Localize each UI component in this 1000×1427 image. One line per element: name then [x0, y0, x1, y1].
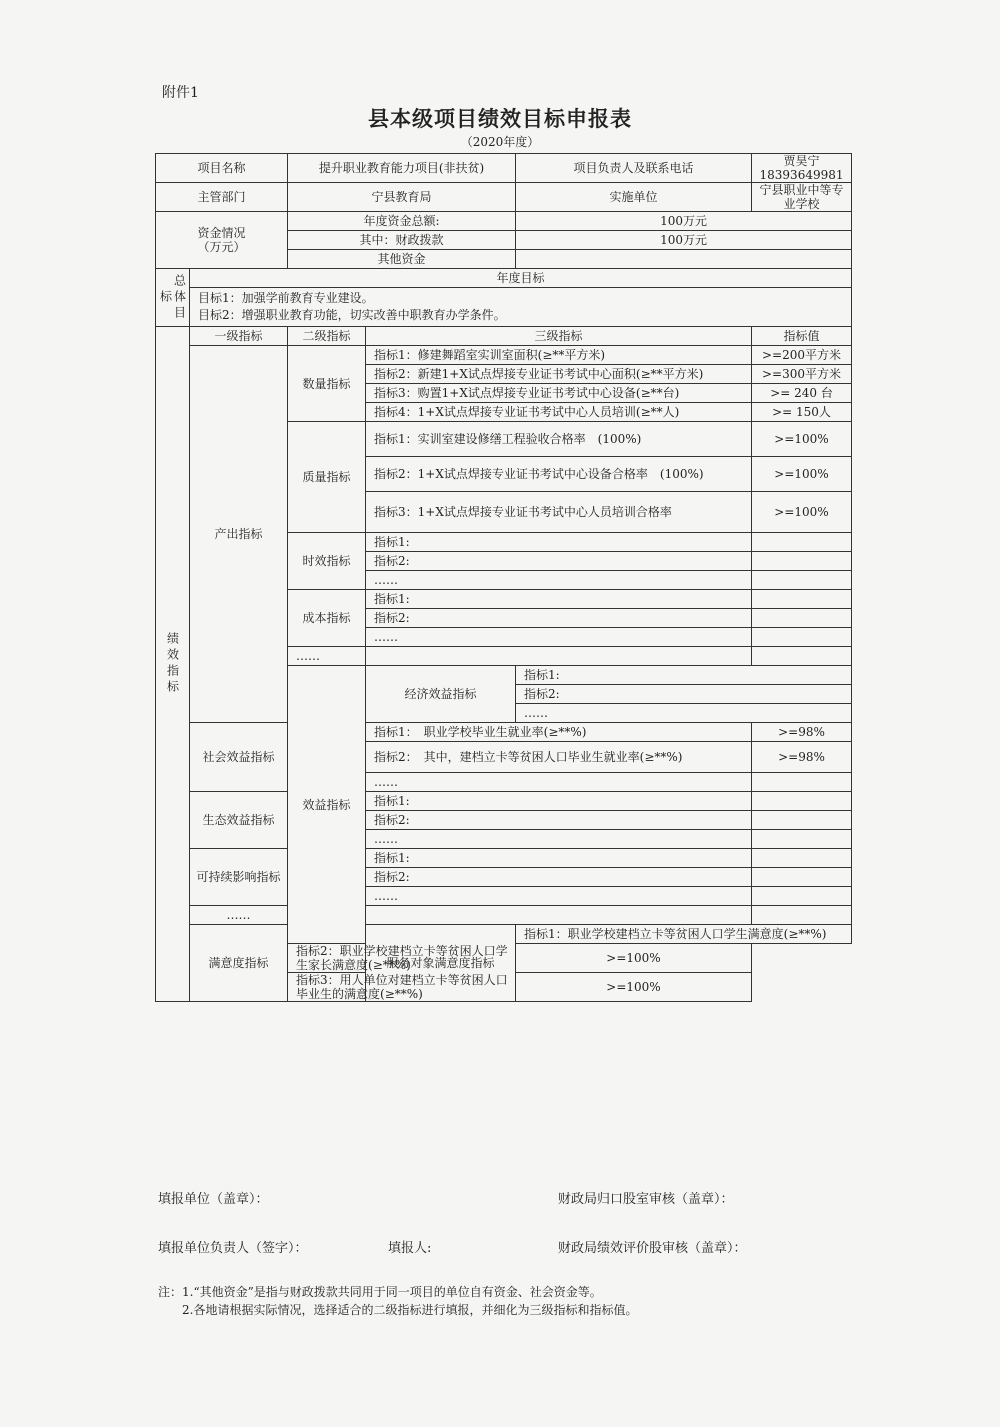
value-g-more: [752, 830, 852, 849]
indicator-k-more: ……: [366, 887, 752, 906]
value-c2: [752, 609, 852, 628]
attachment-label: 附件1: [162, 85, 199, 101]
indicator-t-more: ……: [366, 571, 752, 590]
value-k1: [752, 849, 852, 868]
timeliness-indicator: 时效指标: [288, 533, 366, 590]
value-s2: >=98%: [752, 742, 852, 773]
table-row: [156, 723, 852, 742]
indicator-k2: 指标2:: [366, 868, 752, 887]
benefit-more: ……: [190, 906, 288, 925]
table-row: [156, 327, 852, 346]
year-subtitle: （2020年度）: [460, 135, 540, 149]
service-satisfaction-indicator: 服务对象满意度指标: [366, 925, 516, 1002]
fund-label: 资金情况 （万元）: [156, 212, 288, 269]
indicator-q4: 指标4：1+X试点焊接专业证书考试中心人员培训(≥**人): [366, 403, 752, 422]
indicator-g1: 指标1:: [366, 792, 752, 811]
value-k-more: [752, 887, 852, 906]
quantity-indicator: 数量指标: [288, 346, 366, 422]
quality-indicator: 质量指标: [288, 422, 366, 533]
table-row: [156, 269, 852, 288]
output-indicator: 产出指标: [190, 346, 288, 723]
indicator-e1: 指标1:: [516, 666, 852, 685]
indicator-c1: 指标1:: [366, 590, 752, 609]
output-more-value: [752, 647, 852, 666]
indicator-sa2: 指标2：职业学校建档立卡等贫困人口学生家长满意度(≥**%): [288, 944, 516, 973]
table-row: [156, 212, 852, 231]
indicator-sa3: 指标3：用人单位对建档立卡等贫困人口毕业生的满意度(≥**%): [288, 973, 516, 1002]
social-indicator: 社会效益指标: [190, 723, 288, 792]
performance-indicators-label: 绩效指标: [156, 327, 190, 1002]
value-c1: [752, 590, 852, 609]
indicator-e2: 指标2:: [516, 685, 852, 704]
value-g1: [752, 792, 852, 811]
note-1: 注：1.“其他资金”是指与财政拨款共同用于同一项目的单位自有资金、社会资金等。: [158, 1285, 602, 1299]
value-sa2: >=100%: [516, 944, 752, 973]
indicator-g-more: ……: [366, 830, 752, 849]
filler-label: 填报人:: [388, 1241, 432, 1256]
value-k2: [752, 868, 852, 887]
leader-label: 项目负责人及联系电话: [516, 154, 752, 183]
ecology-indicator: 生态效益指标: [190, 792, 288, 849]
indicator-e-more: ……: [516, 704, 852, 723]
fund-total-value: 100万元: [516, 212, 852, 231]
performance-table: [155, 153, 852, 1002]
value-t-more: [752, 571, 852, 590]
indicator-t1: 指标1:: [366, 533, 752, 552]
annual-goal-header: 年度目标: [190, 269, 852, 288]
value-ql2: >=100%: [752, 457, 852, 492]
table-row: [156, 906, 852, 925]
value-ql3: >=100%: [752, 492, 852, 533]
fund-fiscal-value: 100万元: [516, 231, 852, 250]
table-row: [156, 925, 852, 944]
table-row: [156, 288, 852, 327]
value-c-more: [752, 628, 852, 647]
value-q1: >=200平方米: [752, 346, 852, 365]
col-level1: 一级指标: [190, 327, 288, 346]
value-sa3: >=100%: [516, 973, 752, 1002]
indicator-q2: 指标2：新建1+X试点焊接专业证书考试中心面积(≥**平方米): [366, 365, 752, 384]
benefit-indicator: 效益指标: [288, 666, 366, 944]
value-s1: >=98%: [752, 723, 852, 742]
table-row: [156, 183, 852, 212]
fund-other-label: 其他资金: [288, 250, 516, 269]
goal-2: 目标2：增强职业教育功能，切实改善中职教育办学条件。: [198, 308, 506, 322]
note-2: 2.各地请根据实际情况，选择适合的二级指标进行填报，并细化为三级指标和指标值。: [158, 1303, 638, 1317]
goal-text: [190, 288, 852, 327]
impl-label: 实施单位: [516, 183, 752, 212]
value-g2: [752, 811, 852, 830]
satisfaction-indicator: 满意度指标: [190, 925, 288, 1002]
page-title: 县本级项目绩效目标申报表: [368, 106, 632, 131]
indicator-s-more: ……: [366, 773, 752, 792]
value-ql1: >=100%: [752, 422, 852, 457]
overall-goal-label: 总体目标: [156, 269, 190, 327]
indicator-ql3: 指标3：1+X试点焊接专业证书考试中心人员培训合格率: [366, 492, 752, 533]
impl-value: 宁县职业中等专业学校: [752, 183, 852, 212]
table-row: [156, 346, 852, 365]
project-name-label: 项目名称: [156, 154, 288, 183]
col-level2: 二级指标: [288, 327, 366, 346]
indicator-s2: 指标2： 其中，建档立卡等贫困人口毕业生就业率(≥**%): [366, 742, 752, 773]
indicator-sa1: 指标1：职业学校建档立卡等贫困人口学生满意度(≥**%): [516, 925, 852, 944]
project-name-value: 提升职业教育能力项目(非扶贫): [288, 154, 516, 183]
value-t2: [752, 552, 852, 571]
col-level3: 三级指标: [366, 327, 752, 346]
value-q3: >= 240 台: [752, 384, 852, 403]
value-s-more: [752, 773, 852, 792]
indicator-ql2: 指标2：1+X试点焊接专业证书考试中心设备合格率 (100%): [366, 457, 752, 492]
cost-indicator: 成本指标: [288, 590, 366, 647]
goal-1: 目标1：加强学前教育专业建设。: [198, 291, 374, 305]
sustain-indicator: 可持续影响指标: [190, 849, 288, 906]
indicator-q1: 指标1：修建舞蹈室实训室面积(≥**平方米): [366, 346, 752, 365]
indicator-c-more: ……: [366, 628, 752, 647]
indicator-t2: 指标2:: [366, 552, 752, 571]
fill-unit-label: 填报单位（盖章）：: [158, 1192, 269, 1207]
value-q4: >= 150人: [752, 403, 852, 422]
indicator-c2: 指标2:: [366, 609, 752, 628]
finance-review-2: 财政局绩效评价股审核（盖章）：: [558, 1241, 747, 1256]
unit-leader-label: 填报单位负责人（签字）：: [158, 1241, 308, 1256]
benefit-more-level3: [366, 906, 752, 925]
value-q2: >=300平方米: [752, 365, 852, 384]
fund-fiscal-label: 其中：财政拨款: [288, 231, 516, 250]
fund-total-label: 年度资金总额:: [288, 212, 516, 231]
finance-review-1: 财政局归口股室审核（盖章）：: [558, 1192, 734, 1207]
table-row: [156, 792, 852, 811]
value-t1: [752, 533, 852, 552]
indicator-s1: 指标1： 职业学校毕业生就业率(≥**%): [366, 723, 752, 742]
output-more: ……: [288, 647, 366, 666]
indicator-g2: 指标2:: [366, 811, 752, 830]
indicator-k1: 指标1:: [366, 849, 752, 868]
dept-label: 主管部门: [156, 183, 288, 212]
benefit-more-value: [752, 906, 852, 925]
table-row: [156, 154, 852, 183]
economic-indicator: 经济效益指标: [366, 666, 516, 723]
indicator-q3: 指标3：购置1+X试点焊接专业证书考试中心设备(≥**台): [366, 384, 752, 403]
col-value: 指标值: [752, 327, 852, 346]
fund-other-value: [516, 250, 852, 269]
indicator-ql1: 指标1：实训室建设修缮工程验收合格率 (100%): [366, 422, 752, 457]
leader-value: 贾昊宁18393649981: [752, 154, 852, 183]
output-more-level3: [366, 647, 752, 666]
table-row: [156, 849, 852, 868]
dept-value: 宁县教育局: [288, 183, 516, 212]
